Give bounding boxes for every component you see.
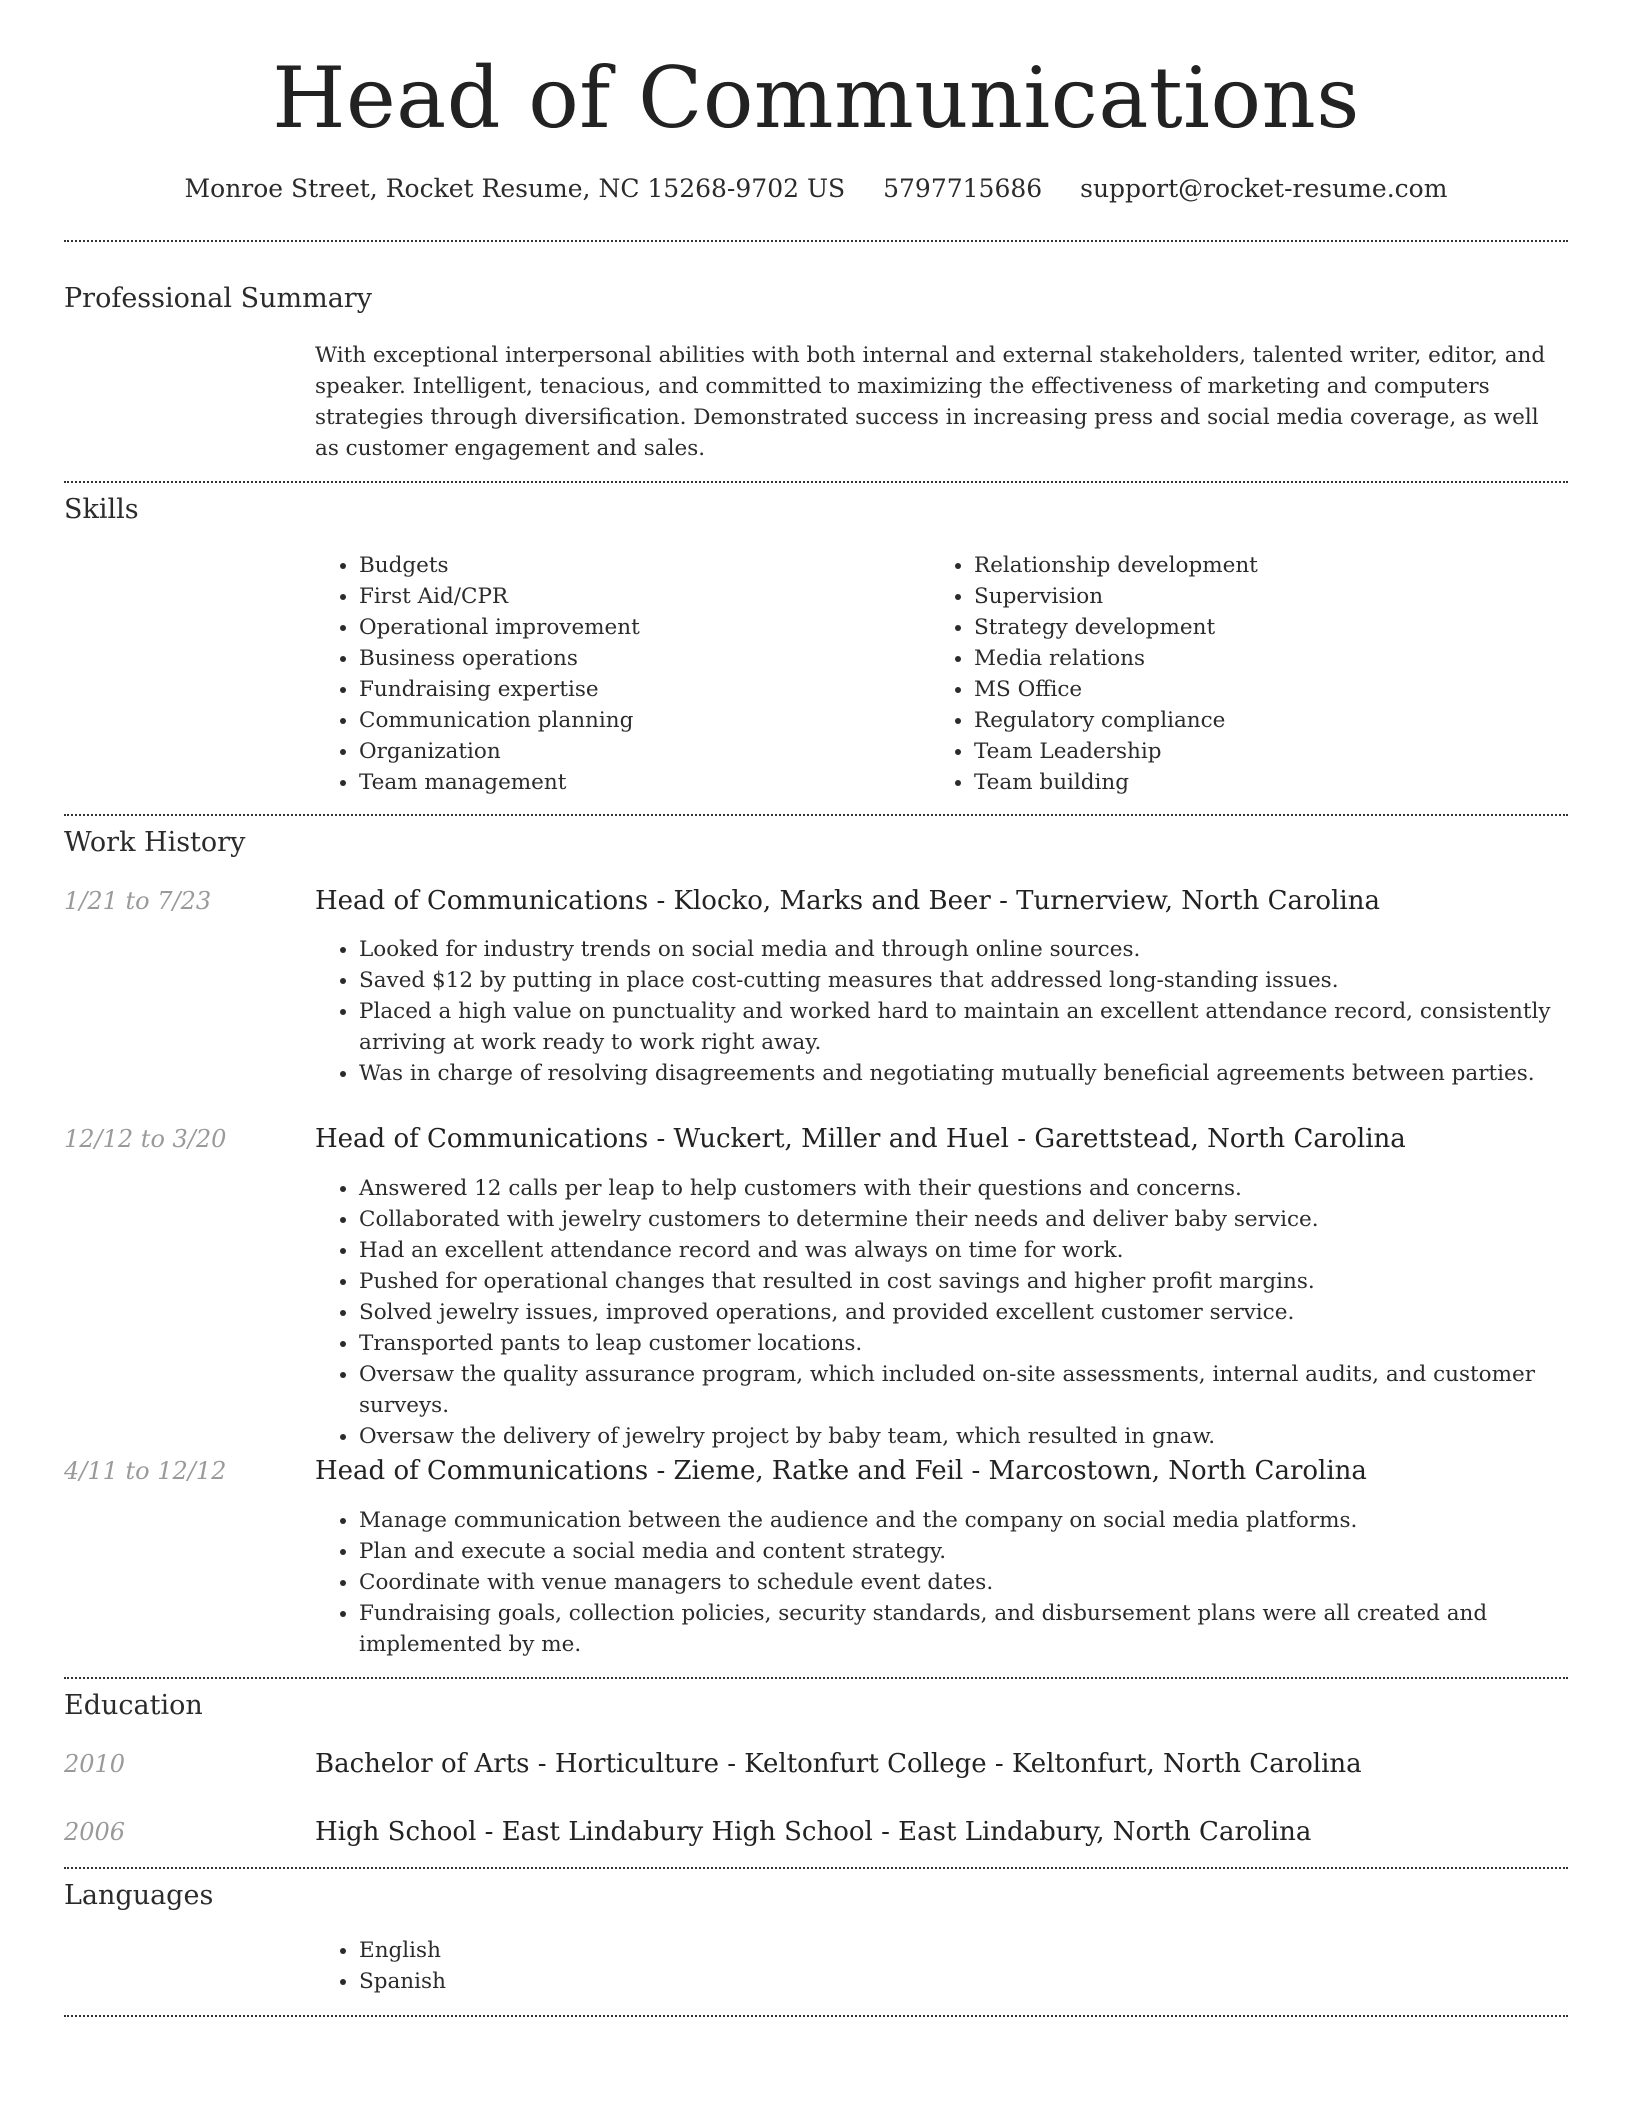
list-item: • Strategy development — [974, 612, 1594, 643]
list-item: • Had an excellent attendance record and was always on time for work. — [359, 1235, 1568, 1266]
list-item: • Relationship development — [974, 550, 1594, 581]
list-item: • Organization — [359, 736, 919, 767]
list-item: • Team management — [359, 767, 919, 798]
list-item: • Was in charge of resolving disagreements and negotiating mutually beneficial agreements between parties. — [359, 1058, 1568, 1089]
job-bullets — [315, 1505, 1612, 1660]
job-dates: 1/21 to 7/23 — [64, 887, 212, 915]
list-item: • Plan and execute a social media and content strategy. — [359, 1536, 1612, 1567]
list-item: • Manage communication between the audience and the company on social media platforms. — [359, 1505, 1612, 1536]
divider — [64, 1867, 1568, 1869]
list-item: • Placed a high value on punctuality and worked hard to maintain an excellent attendance record, consistently arriving at work ready to work right away. — [359, 996, 1568, 1058]
job-bullets — [315, 1173, 1568, 1452]
education-entry: High School - East Lindabury High School - East Lindabury, North Carolina — [315, 1817, 1312, 1847]
section-heading-education: Education — [64, 1690, 203, 1721]
job-bullets — [315, 934, 1568, 1089]
skills-list-right — [930, 550, 1594, 798]
list-item: • Communication planning — [359, 705, 919, 736]
list-item: • English — [359, 1935, 859, 1966]
education-entry: Bachelor of Arts - Horticulture - Keltonfurt College - Keltonfurt, North Carolina — [315, 1749, 1362, 1779]
list-item: • Coordinate with venue managers to schedule event dates. — [359, 1567, 1612, 1598]
languages-list — [315, 1935, 859, 1997]
list-item: • Fundraising goals, collection policies, security standards, and disbursement plans were all created and implemented by me. — [359, 1598, 1612, 1660]
list-item: • Fundraising expertise — [359, 674, 919, 705]
section-heading-skills: Skills — [64, 494, 139, 525]
list-item: • Looked for industry trends on social media and through online sources. — [359, 934, 1568, 965]
list-item: • Transported pants to leap customer locations. — [359, 1328, 1568, 1359]
list-item: • Saved $12 by putting in place cost-cutting measures that addressed long-standing issues. — [359, 965, 1568, 996]
education-year: 2006 — [64, 1818, 126, 1846]
divider — [64, 2015, 1568, 2017]
list-item: • First Aid/CPR — [359, 581, 919, 612]
list-item: • Pushed for operational changes that resulted in cost savings and higher profit margins. — [359, 1266, 1568, 1297]
summary-text: With exceptional interpersonal abilities with both internal and external stakeholders, talented writer, editor, and speaker. Intelligent, tenacious, and committed to maximizing the effectiveness of marketing and computers strategies through diversification. Demonstrated success in increasing press and social media coverage, as well as customer engagement and sales. — [315, 343, 1546, 461]
divider — [64, 1677, 1568, 1679]
contact-line — [0, 170, 1632, 208]
list-item: • Operational improvement — [359, 612, 919, 643]
list-item: • Budgets — [359, 550, 919, 581]
divider — [64, 240, 1568, 242]
list-item: • Collaborated with jewelry customers to determine their needs and deliver baby service. — [359, 1204, 1568, 1235]
contact-address: Monroe Street, Rocket Resume, NC 15268-9702 US — [184, 174, 846, 203]
job-title: Head of Communications - Zieme, Ratke and Feil - Marcostown, North Carolina — [315, 1456, 1367, 1486]
list-item: • Supervision — [974, 581, 1594, 612]
resume-title: Head of Communications — [272, 49, 1360, 147]
list-item: • MS Office — [974, 674, 1594, 705]
list-item: • Team building — [974, 767, 1594, 798]
contact-phone: 5797715686 — [883, 174, 1043, 203]
section-heading-work: Work History — [64, 827, 246, 858]
section-heading-summary: Professional Summary — [64, 283, 372, 314]
education-year: 2010 — [64, 1750, 126, 1778]
list-item: • Oversaw the quality assurance program, which included on-site assessments, internal audits, and customer surveys. — [359, 1359, 1568, 1421]
contact-email: support@rocket-resume.com — [1080, 174, 1448, 203]
list-item: • Oversaw the delivery of jewelry project by baby team, which resulted in gnaw. — [359, 1421, 1568, 1452]
list-item: • Business operations — [359, 643, 919, 674]
section-heading-languages: Languages — [64, 1880, 214, 1911]
list-item: • Media relations — [974, 643, 1594, 674]
divider — [64, 481, 1568, 483]
list-item: • Spanish — [359, 1966, 859, 1997]
job-title: Head of Communications - Klocko, Marks and Beer - Turnerview, North Carolina — [315, 886, 1380, 916]
list-item: • Team Leadership — [974, 736, 1594, 767]
list-item: • Answered 12 calls per leap to help customers with their questions and concerns. — [359, 1173, 1568, 1204]
job-title: Head of Communications - Wuckert, Miller and Huel - Garettstead, North Carolina — [315, 1124, 1406, 1154]
list-item: • Regulatory compliance — [974, 705, 1594, 736]
job-dates: 4/11 to 12/12 — [64, 1457, 227, 1485]
skills-list-left — [315, 550, 919, 798]
divider — [64, 814, 1568, 816]
list-item: • Solved jewelry issues, improved operations, and provided excellent customer service. — [359, 1297, 1568, 1328]
job-dates: 12/12 to 3/20 — [64, 1125, 227, 1153]
